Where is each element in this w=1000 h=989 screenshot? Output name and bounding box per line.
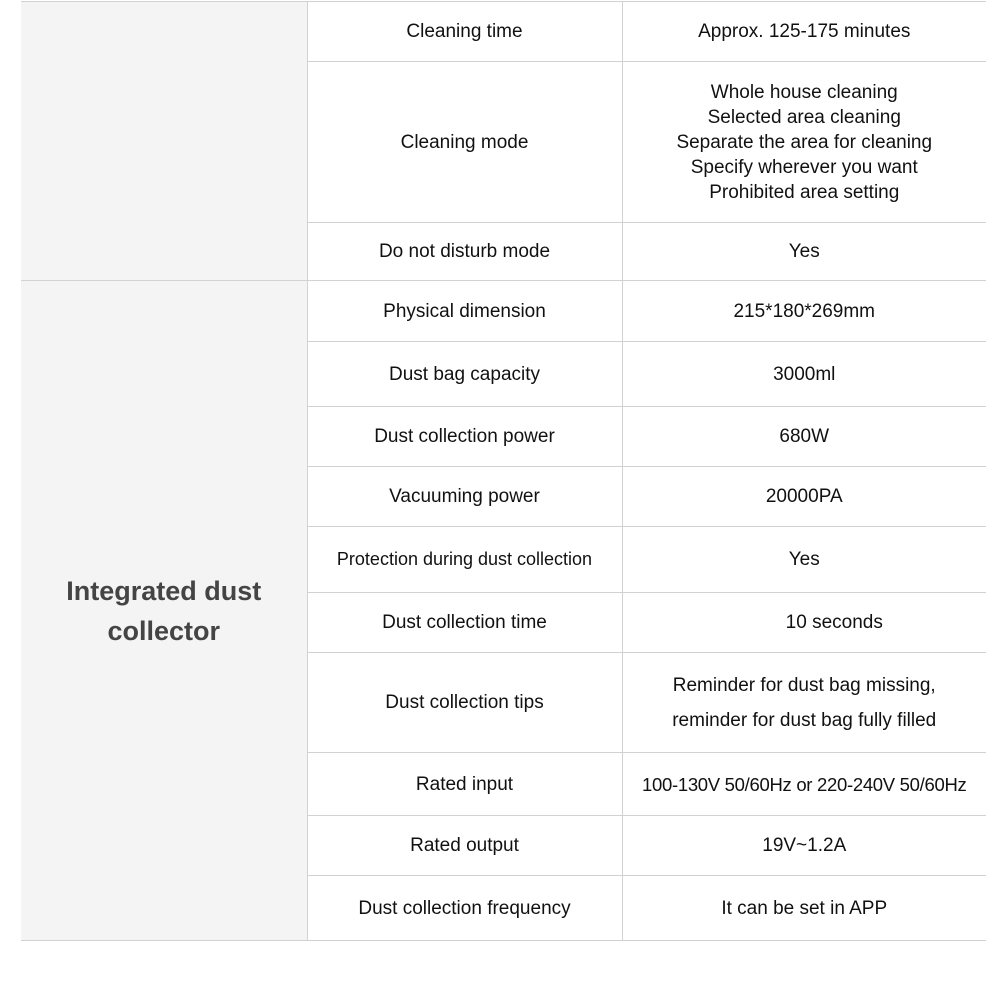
spec-label: Vacuuming power [307, 467, 622, 527]
spec-value [622, 281, 986, 342]
spec-label: Cleaning time [307, 2, 622, 62]
spec-table [21, 1, 986, 941]
spec-value [622, 876, 986, 941]
spec-label: Physical dimension [307, 281, 622, 342]
spec-value [622, 593, 986, 653]
spec-value [622, 653, 986, 753]
spec-value [622, 62, 986, 223]
spec-value-line: Selected area cleaning [707, 106, 901, 128]
spec-value-line: reminder for dust bag fully filled [672, 709, 937, 731]
spec-value [622, 223, 986, 281]
spec-value [622, 527, 986, 593]
spec-value [622, 467, 986, 527]
spec-value-line: Yes [788, 549, 820, 570]
spec-label: Cleaning mode [307, 62, 622, 223]
spec-value-line: Reminder for dust bag missing, [672, 674, 936, 696]
table-row [21, 2, 986, 62]
spec-value [622, 407, 986, 467]
spec-value-line: 19V~1.2A [762, 835, 847, 856]
spec-value [622, 2, 986, 62]
spec-label: Dust collection power [307, 407, 622, 467]
spec-value-line: Yes [788, 241, 820, 262]
spec-value-line: Approx. 125-175 minutes [698, 21, 911, 42]
spec-label: Dust collection frequency [307, 876, 622, 941]
spec-value-line: 215*180*269mm [733, 300, 876, 322]
category-cell [21, 2, 307, 281]
spec-label: Dust collection time [307, 593, 622, 653]
spec-value-line: Whole house cleaning [710, 81, 898, 103]
spec-value-line: Specify wherever you want [690, 156, 918, 178]
spec-label: Do not disturb mode [307, 223, 622, 281]
spec-value [622, 816, 986, 876]
spec-label: Dust collection tips [307, 653, 622, 753]
spec-label: Rated input [307, 753, 622, 816]
spec-value-line: 3000ml [773, 363, 836, 385]
spec-label: Protection during dust collection [307, 527, 622, 593]
spec-value-line: Separate the area for cleaning [676, 131, 933, 153]
spec-value-line: 100-130V 50/60Hz or 220-240V 50/60Hz [642, 773, 967, 795]
spec-value [622, 753, 986, 816]
spec-value-line: Prohibited area setting [709, 181, 900, 203]
spec-value-line: 20000PA [765, 486, 843, 507]
table-row [21, 281, 986, 342]
spec-label: Dust bag capacity [307, 342, 622, 407]
spec-value-line: 10 seconds [785, 612, 883, 633]
spec-label: Rated output [307, 816, 622, 876]
spec-value-line: 680W [779, 426, 830, 447]
category-cell: Integrated dust collector [21, 281, 307, 941]
spec-value-line: It can be set in APP [721, 897, 888, 919]
spec-value [622, 342, 986, 407]
